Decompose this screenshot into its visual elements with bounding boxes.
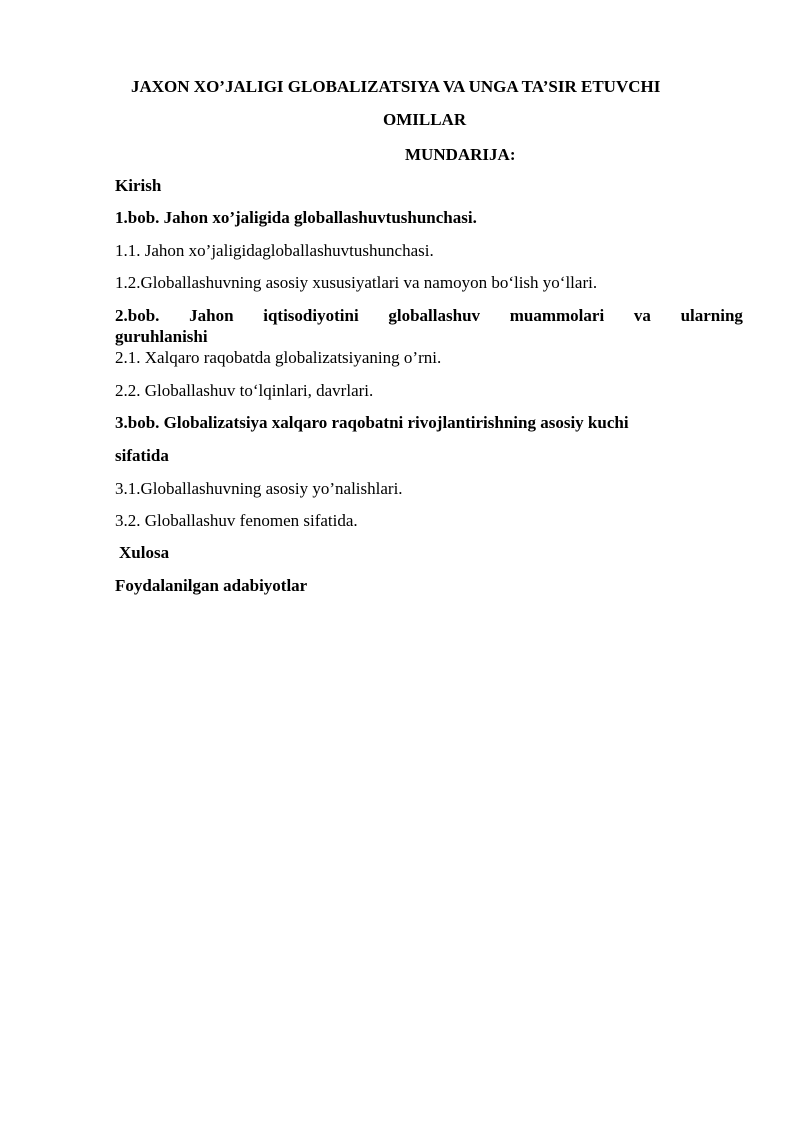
document-title-line-2: OMILLAR	[383, 110, 467, 129]
toc-chapter-2-word: muammolari	[509, 306, 605, 325]
toc-chapter-2-line-2: guruhlanishi	[115, 327, 208, 346]
toc-section-1-1: 1.1. Jahon xo’jaligidagloballashuvtushunchasi.	[115, 241, 434, 260]
toc-chapter-2-word: 2.bob.	[115, 306, 160, 325]
toc-section-1-2: 1.2.Globallashuvning asosiy xususiyatlari va namoyon bo‘lish yo‘llari.	[115, 273, 598, 292]
toc-chapter-2-word: globallashuv	[388, 306, 481, 325]
toc-section-2-1: 2.1. Xalqaro raqobatda globalizatsiyaning o’rni.	[115, 348, 442, 367]
toc-chapter-2-word: iqtisodiyotini	[263, 306, 359, 325]
toc-chapter-2-line-1	[115, 306, 743, 326]
toc-chapter-2-word: va	[633, 306, 651, 325]
toc-section-3-1: 3.1.Globallashuvning asosiy yo’nalishlari.	[115, 479, 403, 498]
toc-chapter-2-word: Jahon	[189, 306, 234, 325]
toc-chapter-3-line-2: sifatida	[115, 446, 169, 465]
toc-section-3-2: 3.2. Globallashuv fenomen sifatida.	[115, 511, 358, 530]
toc-conclusion: Xulosa	[119, 543, 170, 562]
contents-heading: MUNDARIJA:	[405, 145, 516, 164]
toc-chapter-3-line-1: 3.bob. Globalizatsiya xalqaro raqobatni rivojlantirishning asosiy kuchi	[115, 413, 629, 432]
toc-references: Foydalanilgan adabiyotlar	[115, 576, 308, 595]
toc-chapter-1: 1.bob. Jahon xo’jaligida globallashuvtushunchasi.	[115, 208, 477, 227]
toc-chapter-2-word: ularning	[680, 306, 743, 325]
document-title-line-1: JAXON XO’JALIGI GLOBALIZATSIYA VA UNGA TA’SIR ETUVCHI	[131, 77, 661, 96]
toc-section-2-2: 2.2. Globallashuv to‘lqinlari, davrlari.	[115, 381, 374, 400]
toc-intro: Kirish	[115, 176, 162, 195]
